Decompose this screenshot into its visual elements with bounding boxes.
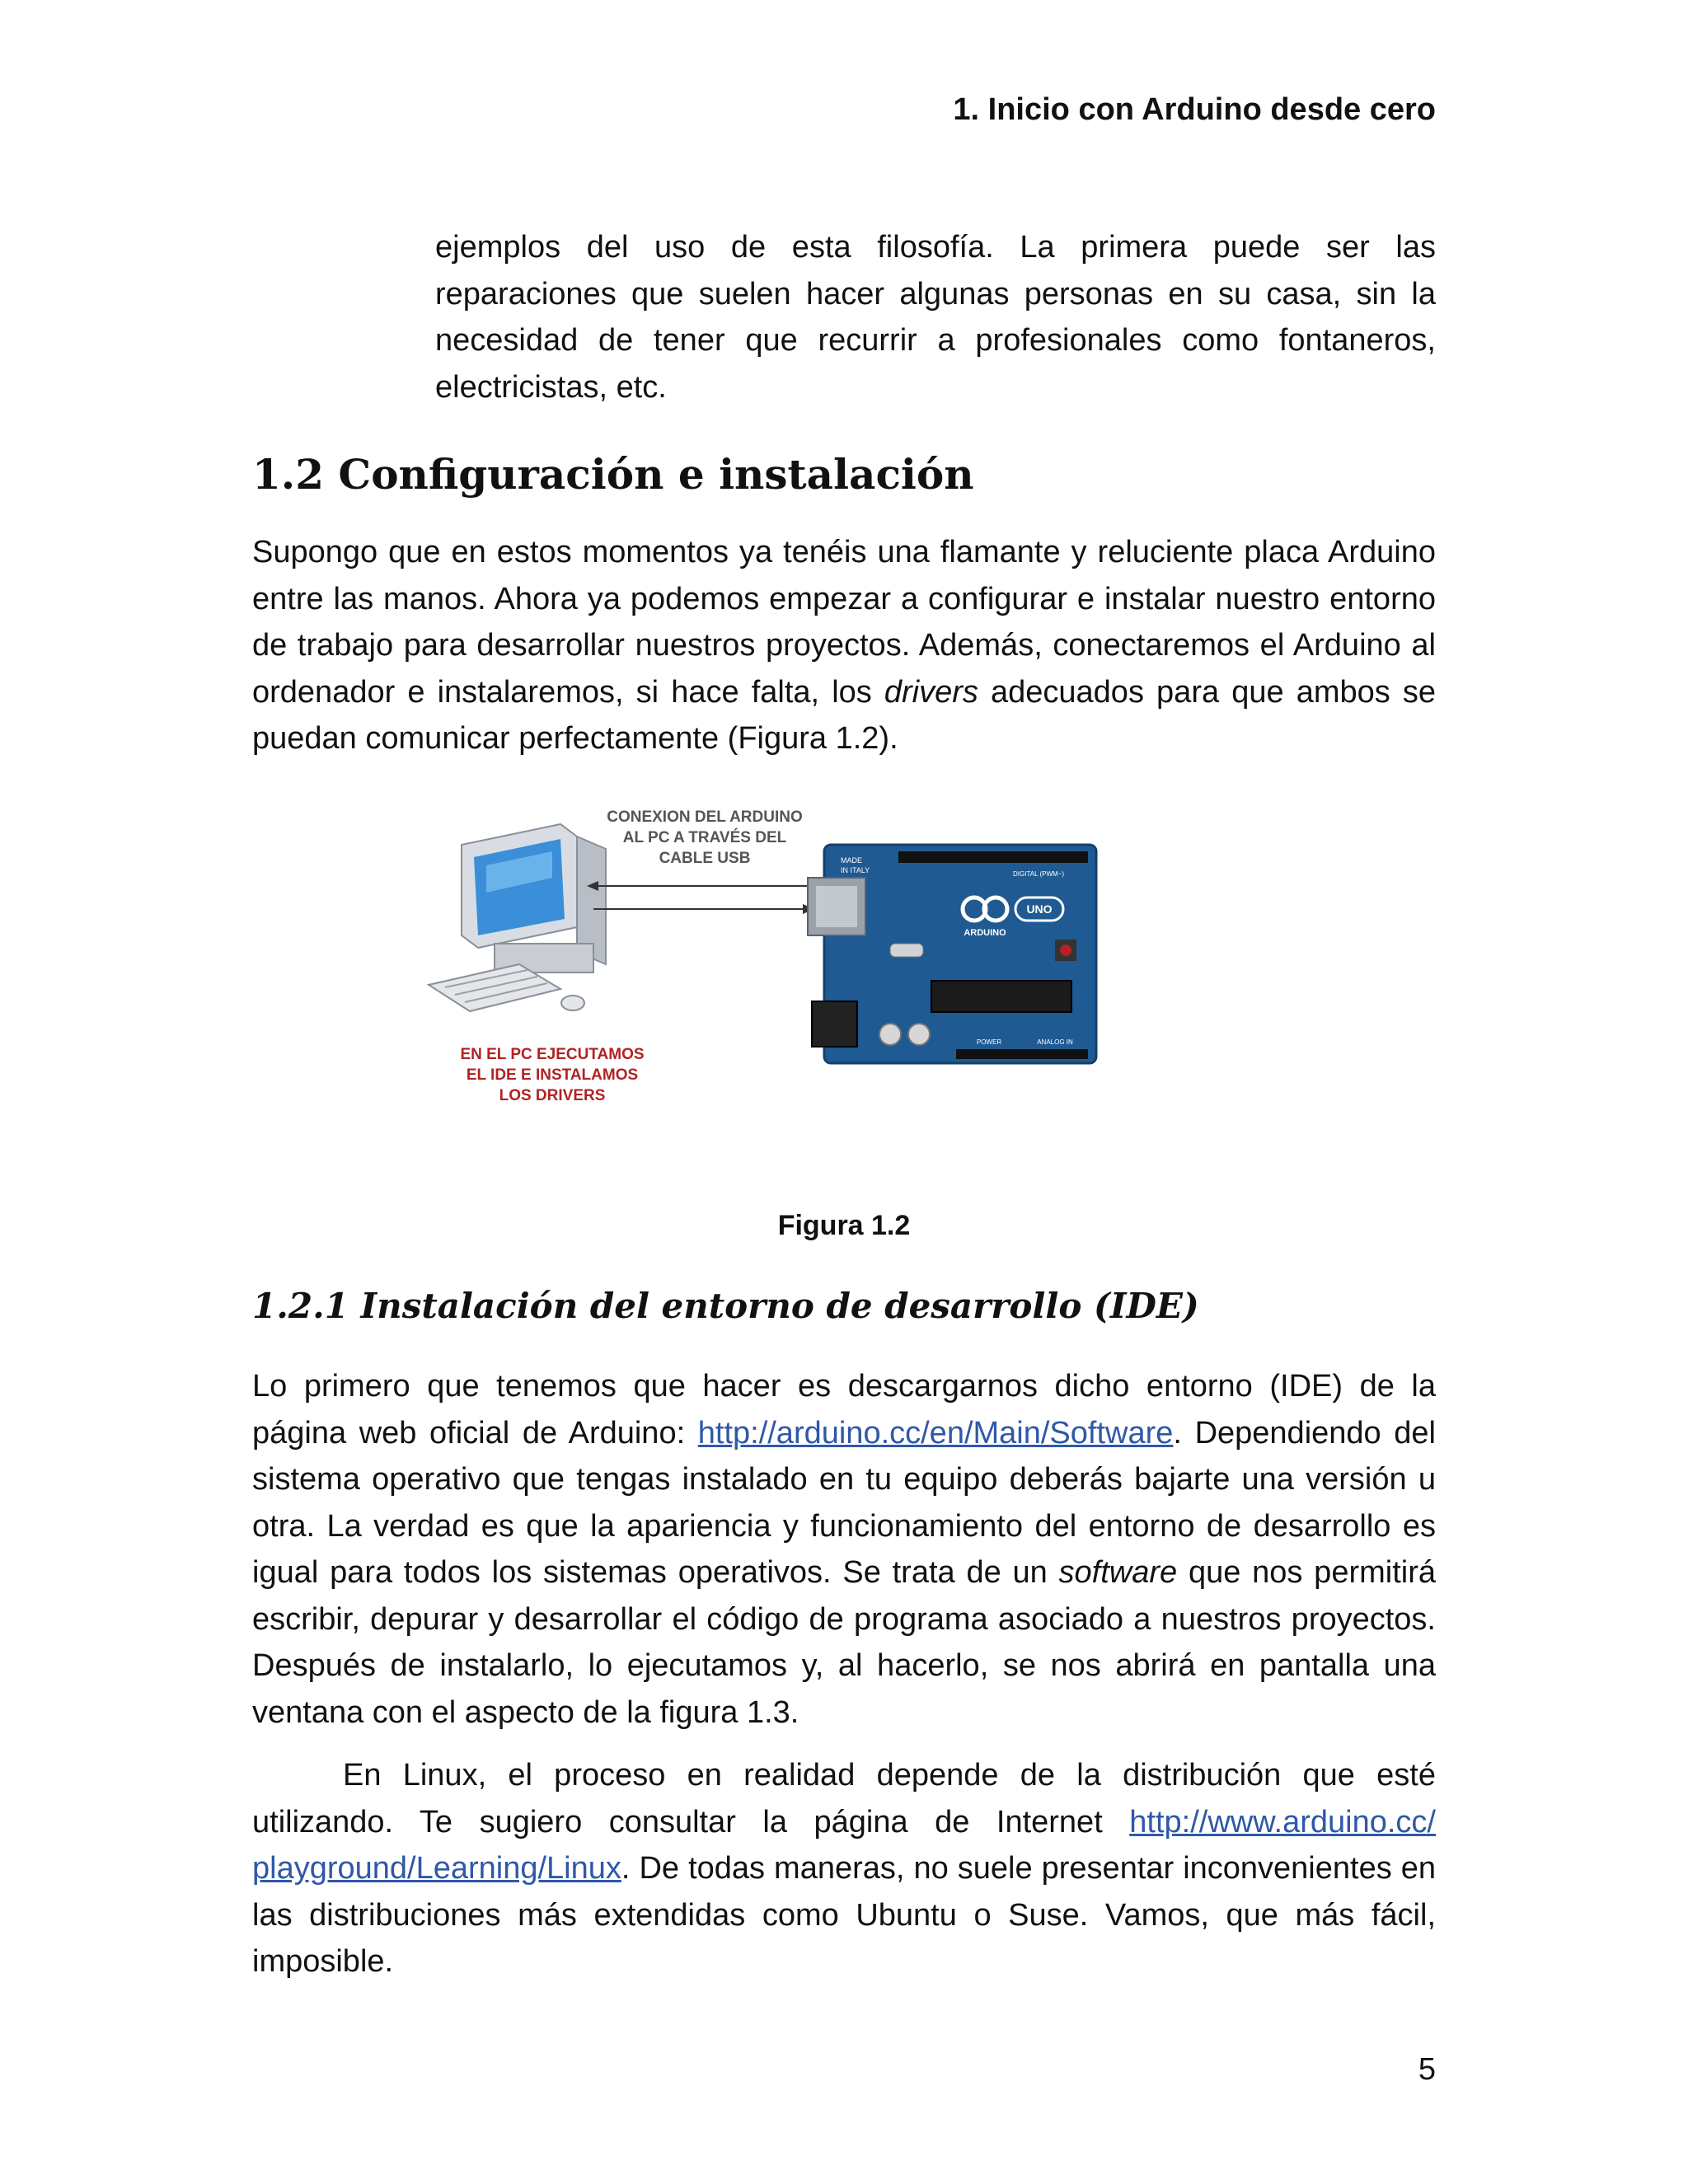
figure-caption: Figura 1.2 bbox=[777, 1210, 911, 1241]
board-analog-text: ANALOG IN bbox=[1037, 1038, 1073, 1046]
board-italy-text: IN ITALY bbox=[841, 866, 870, 874]
page-number: 5 bbox=[1418, 2052, 1436, 2087]
board-power-text: POWER bbox=[976, 1038, 1002, 1046]
link-part: playground/Learning/Linux bbox=[252, 1851, 621, 1886]
figure-illustration bbox=[396, 787, 1203, 1150]
arduino-software-link[interactable]: http://arduino.cc/en/Main/Software bbox=[697, 1415, 1174, 1451]
arduino-board-illustration bbox=[808, 845, 1096, 1063]
figure-bottom-label-line: EN EL PC EJECUTAMOS bbox=[460, 1046, 645, 1063]
linux-paragraph bbox=[252, 1752, 1436, 1985]
board-made-text: MADE bbox=[841, 856, 863, 865]
board-digital-text: DIGITAL (PWM~) bbox=[1013, 870, 1064, 878]
board-model-text: UNO bbox=[1026, 902, 1053, 916]
intro-paragraph: ejemplos del uso de esta filosofía. La primera puede ser las reparaciones que suelen hacer algunas personas en su casa, sin la necesidad de tener que recurrir a profesionales como fontaneros, electricistas, etc. bbox=[435, 230, 1436, 405]
figure-usb-connection bbox=[396, 787, 1203, 1150]
italic-term: drivers bbox=[884, 674, 978, 710]
figure-bottom-label-line: EL IDE E INSTALAMOS bbox=[466, 1066, 639, 1084]
text-run: En Linux, el proceso en realidad depende de la distribución que esté utilizando. Te sugiero consultar la página de Internet bbox=[252, 1758, 1436, 1840]
text-run: adecuados para que ambos se puedan comunicar perfectamente (Figura 1.2). bbox=[252, 674, 1436, 756]
link-part: http://www.arduino.cc/ bbox=[1129, 1804, 1436, 1840]
section-heading: 1.2 Configuración e instalación bbox=[252, 450, 974, 499]
text-run: que nos permitirá escribir, depurar y desarrollar el código de programa asociado a nuestros proyectos. Después de instalarlo, lo ejecutamos y, al hacerlo, se nos abrirá en pantalla una ventana con el aspecto de la figura 1.3. bbox=[252, 1555, 1436, 1730]
connection-arrows bbox=[587, 881, 814, 914]
computer-illustration bbox=[429, 824, 606, 1011]
figure-top-label-line: AL PC A TRAVÉS DEL bbox=[622, 829, 787, 846]
subsection-heading: 1.2.1 Instalación del entorno de desarrollo (IDE) bbox=[252, 1286, 1199, 1326]
figure-top-label-line: CABLE USB bbox=[659, 850, 751, 867]
italic-term: software bbox=[1058, 1555, 1178, 1590]
configuration-paragraph bbox=[252, 529, 1436, 762]
text-run: . De todas maneras, no suele presentar inconvenientes en las distribuciones más extendidas como Ubuntu o Suse. Vamos, que más fácil, imposible. bbox=[252, 1851, 1436, 1979]
figure-bottom-label-line: LOS DRIVERS bbox=[499, 1087, 606, 1104]
figure-top-label-line: CONEXION DEL ARDUINO bbox=[607, 808, 803, 826]
text-run: Supongo que en estos momentos ya tenéis una flamante y reluciente placa Arduino entre las manos. Ahora ya podemos empezar a configurar e instalar nuestro entorno de trabajo para desarrollar nuestros proyectos. Además, conectaremos el Arduino al ordenador e instalaremos, si hace falta, los bbox=[252, 535, 1436, 710]
text-run: . Dependiendo del sistema operativo que tengas instalado en tu equipo deberás bajarte una versión u otra. La verdad es que la apariencia y funcionamiento del entorno de desarrollo es igual para todos los sistemas operativos. Se trata de un bbox=[252, 1415, 1436, 1590]
running-header: 1. Inicio con Arduino desde cero bbox=[953, 92, 1436, 127]
board-brand-text: ARDUINO bbox=[964, 928, 1006, 938]
ide-paragraph bbox=[252, 1363, 1436, 1736]
text-run: Lo primero que tenemos que hacer es descargarnos dicho entorno (IDE) de la página web oficial de Arduino: bbox=[252, 1369, 1436, 1451]
